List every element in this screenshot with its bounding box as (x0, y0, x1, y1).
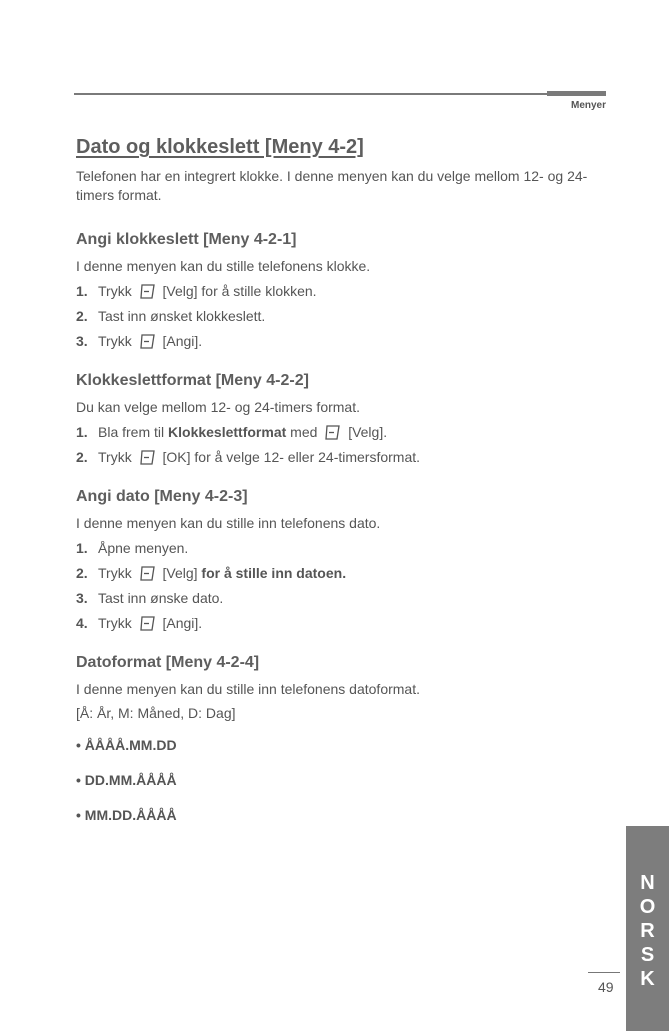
step-number: 1. (76, 283, 88, 299)
section-desc: I denne menyen kan du stille telefonens klokke. (76, 258, 371, 274)
step-number: 2. (76, 449, 88, 465)
section-time-format (76, 370, 606, 466)
side-tab-letter: K (640, 968, 655, 990)
step-number: 1. (76, 540, 88, 556)
soft-key-icon (139, 333, 156, 350)
key-label: [Velg] (162, 283, 198, 299)
page-title: Dato og klokkeslett [Meny 4-2] (76, 136, 364, 158)
step-item (76, 564, 606, 582)
language-side-tab (626, 826, 669, 1031)
section-desc: I denne menyen kan du stille inn telefonens dato. (76, 515, 381, 531)
step-item (76, 448, 606, 466)
soft-key-icon (139, 615, 156, 632)
side-tab-letter: R (640, 920, 655, 942)
step-number: 2. (76, 308, 88, 324)
step-item (76, 423, 606, 441)
soft-key-icon (139, 449, 156, 466)
step-number: 3. (76, 590, 88, 606)
step-text: Tast inn ønsket klokkeslett. (98, 308, 266, 324)
key-label: [Angi]. (162, 333, 203, 349)
step-number: 1. (76, 424, 88, 440)
section-heading: Klokkeslettformat [Meny 4-2-2] (76, 372, 309, 389)
step-text: Trykk (98, 333, 132, 349)
key-label: [Velg]. (348, 424, 388, 440)
step-item (76, 332, 606, 350)
soft-key-icon (139, 565, 156, 582)
section-set-date (76, 486, 606, 632)
intro-text: Telefonen har en integrert klokke. I denne menyen kan du velge mellom 12- og 24-timers format. (76, 168, 588, 203)
step-text: Trykk (98, 283, 132, 299)
step-text: for å velge 12- eller 24-timersformat. (194, 449, 421, 465)
step-list (76, 539, 606, 632)
side-tab-letter: S (640, 944, 655, 966)
menu-option-name: Klokkeslettformat (168, 424, 287, 440)
step-item (76, 307, 606, 325)
step-text: Bla frem til (98, 424, 165, 440)
section-desc: I denne menyen kan du stille inn telefonens datoformat. (76, 681, 420, 697)
side-tab-letter: O (639, 896, 656, 918)
step-text: Trykk (98, 615, 132, 631)
step-text: for å stille klokken. (201, 283, 317, 299)
step-text: Trykk (98, 449, 132, 465)
step-text: Åpne menyen. (98, 540, 189, 556)
section-date-format (76, 652, 606, 824)
soft-key-icon (324, 424, 341, 441)
header-rule (74, 93, 606, 95)
step-text-bold: for å stille inn datoen. (201, 565, 347, 581)
header-rule-accent (547, 91, 606, 96)
page-content (76, 134, 606, 841)
key-label: [Velg] (162, 565, 198, 581)
step-list (76, 423, 606, 466)
page-number-rule (588, 972, 620, 973)
step-item (76, 282, 606, 300)
step-item (76, 589, 606, 607)
page-number: 49 (598, 979, 614, 995)
format-option: • ÅÅÅÅ.MM.DD (76, 737, 177, 753)
running-head: Menyer (570, 100, 606, 111)
key-label: [OK] (162, 449, 191, 465)
format-option: • MM.DD.ÅÅÅÅ (76, 807, 177, 823)
section-desc: Du kan velge mellom 12- og 24-timers format. (76, 399, 360, 415)
step-number: 2. (76, 565, 88, 581)
section-heading: Datoformat [Meny 4-2-4] (76, 654, 260, 671)
section-heading: Angi klokkeslett [Meny 4-2-1] (76, 231, 297, 248)
step-text: Tast inn ønske dato. (98, 590, 224, 606)
key-label: [Angi]. (162, 615, 203, 631)
step-text: Trykk (98, 565, 132, 581)
step-text: med (290, 424, 318, 440)
format-option: • DD.MM.ÅÅÅÅ (76, 772, 177, 788)
step-item (76, 614, 606, 632)
side-tab-letter: N (640, 872, 655, 894)
format-list (76, 736, 606, 824)
step-item (76, 539, 606, 557)
section-set-time (76, 229, 606, 350)
soft-key-icon (139, 283, 156, 300)
step-number: 4. (76, 615, 88, 631)
format-legend: [Å: År, M: Måned, D: Dag] (76, 705, 236, 721)
step-number: 3. (76, 333, 88, 349)
step-list (76, 282, 606, 350)
section-heading: Angi dato [Meny 4-2-3] (76, 488, 248, 505)
